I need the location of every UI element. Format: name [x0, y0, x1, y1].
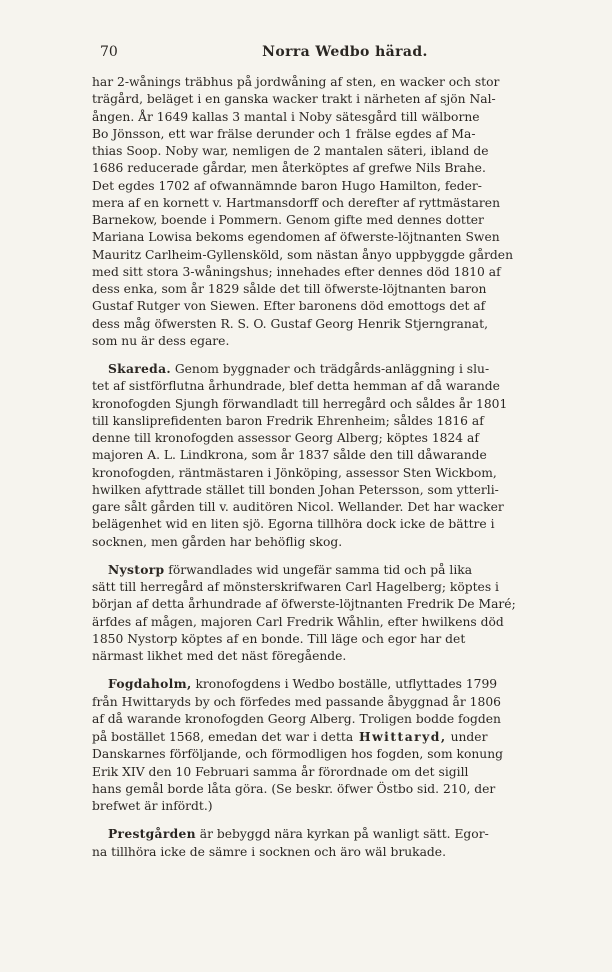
paragraph-skareda: [92, 360, 558, 551]
text-line: Mauritz Carlheim-Gyllensköld, som nästan ånyo uppbyggde gården: [92, 247, 513, 262]
paragraph-nystorp: [92, 561, 558, 666]
page-header: [92, 44, 558, 60]
text-line: denne till kronofogden assessor Georg Alberg; köptes 1824 af: [92, 431, 479, 445]
text-line: [92, 360, 558, 378]
section-heading: Prestgården: [108, 826, 196, 842]
text-line: Danskarnes förföljande, och förmodligen hos fogden, som konung: [92, 747, 504, 762]
text-segment: under: [446, 730, 488, 744]
text-line: af då warande kronofogden Georg Alberg. Troligen bodde fogden: [92, 711, 501, 726]
text-line: gare sålt gården till v. auditören Nicol. Wellander. Det har wacker: [92, 500, 504, 514]
section-heading: Nystorp: [108, 561, 165, 577]
text-line: dess måg öfwersten R. S. O. Gustaf Georg Henrik Stjerngranat,: [92, 316, 488, 331]
text-line: Barnekow, boende i Pommern. Genom gifte med dennes dotter: [92, 213, 484, 227]
text-line: mera af en kornett v. Hartmansdorff och derefter af ryttmästaren: [92, 195, 501, 210]
paragraph-noby: [92, 74, 558, 350]
text-line: 1850 Nystorp köptes af en bonde. Till läge och egor har det: [92, 631, 466, 646]
section-heading: Fogdaholm,: [108, 676, 192, 692]
text-line: Gustaf Rutger von Siewen. Efter baronens död emottogs det af: [92, 299, 486, 314]
running-title: Norra Wedbo härad.: [262, 44, 428, 60]
paragraph-prestgarden: [92, 825, 558, 861]
text-line: närmast likhet med det näst föregående.: [92, 649, 347, 663]
text-line: Erik XIV den 10 Februari samma år förordnade om det sigill: [92, 764, 469, 779]
text-line: [92, 675, 558, 693]
text-line: dess enka, som år 1829 sålde det till öfwerste-löjtnanten baron: [92, 282, 487, 296]
emphasis-place-name: Hwittaryd,: [353, 729, 447, 744]
text-line: till kansliprefidenten baron Fredrik Ehrenheim; såldes 1816 af: [92, 413, 484, 428]
text-segment: kronofogdens i Wedbo boställe, utflyttades 1799: [191, 677, 498, 692]
text-line: sätt till herregård af mönsterskrifwaren Carl Hagelberg; köptes i: [92, 580, 499, 594]
text-segment: på bostället 1568, emedan det war i detta: [92, 730, 354, 744]
text-segment: är bebyggd nära kyrkan på wanligt sätt. Egor-: [195, 827, 489, 842]
text-line: från Hwittaryds by och förfedes med passande åbyggnad år 1806: [92, 694, 501, 709]
text-line: Mariana Lowisa bekoms egendomen af öfwerste-löjtnanten Swen: [92, 230, 500, 245]
text-line: brefwet är infördt.): [92, 799, 213, 813]
text-line: majoren A. L. Lindkrona, som år 1837 sålde den till dåwarande: [92, 448, 487, 463]
text-line: trägård, beläget i en ganska wacker trakt i närheten af sjön Nal-: [92, 92, 496, 107]
text-line: hans gemål borde låta göra. (Se beskr. öfwer Östbo sid. 210, der: [92, 781, 496, 796]
text-line: socknen, men gården har behöflig skog.: [92, 534, 343, 549]
text-line: na tillhöra icke de sämre i socknen och äro wäl brukade.: [92, 844, 446, 859]
text-segment: Genom byggnader och trädgårds-anläggning i slu-: [170, 362, 490, 376]
text-line: början af detta århundrade af öfwerste-löjtnanten Fredrik De Maré;: [92, 597, 516, 612]
text-line: thias Soop. Noby war, nemligen de 2 mantalen säteri, ibland de: [92, 144, 489, 158]
text-line: Bo Jönsson, ett war frälse derunder och 1 frälse egdes af Ma-: [92, 126, 476, 141]
text-line: kronofogden, räntmästaren i Jönköping, assessor Sten Wickbom,: [92, 465, 497, 480]
text-line: [92, 728, 558, 746]
text-segment: förwandlades wid ungefär samma tid och på lika: [164, 562, 473, 577]
text-line: med sitt stora 3-wåningshus; innehades efter dennes död 1810 af: [92, 264, 501, 279]
text-line: [92, 561, 558, 579]
text-line: 1686 reducerade gårdar, men återköptes af grefwe Nils Brahe.: [92, 161, 486, 176]
text-line: Det egdes 1702 af ofwannämnde baron Hugo Hamilton, feder-: [92, 178, 482, 193]
section-heading: Skareda.: [108, 361, 171, 376]
text-line: tet af sistförflutna århundrade, blef detta hemman af då warande: [92, 379, 500, 394]
text-line: ärfdes af mågen, majoren Carl Fredrik Wåhlin, efter hwilkens död: [92, 614, 504, 629]
text-line: har 2-wånings träbhus på jordwåning af sten, en wacker och stor: [92, 75, 500, 89]
text-line: ången. År 1649 kallas 3 mantal i Noby sätesgård till wälborne: [92, 109, 480, 124]
page-number: 70: [100, 44, 118, 60]
text-line: [92, 825, 558, 843]
paragraph-fogdaholm: [92, 675, 558, 815]
text-line: kronofogden Sjungh förwandladt till herregård och såldes år 1801: [92, 396, 508, 411]
text-line: belägenhet wid en liten sjö. Egorna tillhöra dock icke de bättre i: [92, 517, 495, 532]
text-line: som nu är dess egare.: [92, 333, 230, 348]
text-line: hwilken afyttrade stället till bonden Johan Petersson, som ytterli-: [92, 482, 499, 497]
